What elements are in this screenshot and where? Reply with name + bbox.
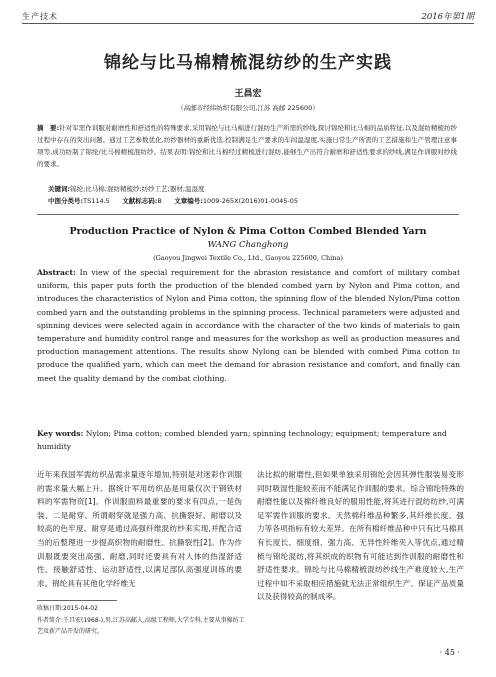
keywords-cn-text: 锦纶;比马棉;混纺精梳纱;纺纱工艺;器材;温湿度: [70, 185, 205, 193]
article-id-value: 1009-265X(2016)01-0045-05: [202, 197, 298, 205]
author-cn: 王昌宏: [234, 89, 262, 99]
article-title-cn: 锦纶与比马棉精梳混纺纱的生产实践: [104, 53, 392, 73]
article-id-label: 文章编号:: [174, 197, 203, 205]
abstract-cn-label: 摘 要:: [37, 124, 60, 132]
keywords-cn: [48, 183, 458, 195]
section-divider: [37, 214, 459, 215]
affiliation-cn: （高邮市经纬纺织有限公司,江苏 高邮 225600）: [177, 104, 319, 112]
footnote-received: 收稿日期:2015-04-02: [37, 605, 98, 612]
body-column-left: 近年来我国军需纺织品需求量逐年增加,特别是对迷彩作训服的需求量大幅上升。据统计军用纺织品是用量仅次于钢铁材料的军需物资[1]。作训服面料最重要的要求有四点,一是伪装、二是耐穿、所谓耐穿就是强力高、抗撕裂好、耐磨以及较高的色牢度。耐穿是通过高强纤维混纺纱来实现,并配合适当的后整理进一步提高织物的耐磨性、抗撕裂性[2]。作为作训服既要突出高强、耐磨,同时还要具有对人体的热湿舒适性、接触舒适性、运动舒适性,以满足部队高强度训练的要求。锦纶具有其他化学纤维无: [37, 470, 242, 588]
doc-code-label: 文献标志码:: [122, 197, 158, 205]
abstract-en-label: Abstract:: [37, 268, 76, 277]
affiliation-en: (Gaoyou Jingwei Textile Co., Ltd., Gaoyou 225600, China): [153, 254, 343, 262]
header-rule: [22, 23, 474, 24]
keywords-en-label: Key words:: [37, 429, 84, 438]
keywords-cn-label: 关键词:: [48, 185, 71, 193]
author-en: WANG Changhong: [207, 240, 289, 250]
keywords-en-text: Nylon; Pima cotton; combed blended yarn; spinning technology; equipment; temperature and humidity: [37, 429, 447, 452]
article-title-en: Production Practice of Nylon & Pima Cotton Combed Blended Yarn: [69, 226, 427, 237]
clc-value: TS114.5: [83, 197, 110, 205]
body-column-right: 法比拟的耐磨性,但如果单独采用锦纶会因其弹性服装易变形同时吸湿性能较差而不能满足作训服的要求。综合锦纶特殊的耐磨性能以及棉纤维良好的服用性能,将其进行混纺纺纱,可满足军需作训服的要求。天然棉纤维品种繁多,其纤维长度、强力等各项指标有较大差异。在所有棉纤维品种中只有比马棉具有长度长、细度细、强力高、无异性纤维夹入等优点,通过精梳与锦纶混纺,将其织成的织物有可能达到作训服的耐磨性和舒适性要求。锦纶与比马棉精梳混纺纱线生产难度较大,生产过程中如不采取相应措施就无法正常组织生产、保证产品质量以及获得较高的制成率。: [257, 470, 464, 602]
clc-label: 中图分类号:: [48, 197, 84, 205]
abstract-en-text: In view of the special requirement for the abrasion resistance and comfort of military combat uniform, this paper puts forth the production of the blended combed yarn by Nylon and Pima cotton, and introduces the characteristics of Nylon and Pima cotton, the spinning flow of the blended Nylon/Pima cotton combed yarn and the outstanding problems in the spinning process. Technical parameters were adjusted and spinning devices were selected again in accordance with the character of the two kinds of materials to gain temperature and humidity control range and measures for the workshop as well as production measures and production management attentions. The results show Nylong can be blended with combed Pima cotton to produce the qualified yarn, which can meet the demand for abrasion resistance and comfort, and finally can meet the quality demand by the combat clothing.: [37, 268, 461, 383]
classification-row: [48, 196, 298, 205]
keywords-en: [37, 427, 460, 453]
page-number: · 45 ·: [439, 648, 460, 657]
footnote-rule: [37, 600, 117, 601]
running-header-journal: 2016年第1期: [421, 12, 474, 22]
running-header-section: 生产技术: [22, 12, 58, 21]
abstract-en: [37, 266, 460, 385]
abstract-cn-text: 针对军需作训服对耐磨性和舒适性的特殊要求,采用锦纶与比马棉进行混纺生产所需的纱线,探讨锦纶和比马棉的品质特征,以及混纺精梳纺纱过程中存在的突出问题。通过工艺参数优化,纺纱器材的重新优选,控制满足生产要求的车间温湿度,实施日常生产所需的工艺措施和生产管理注意事项等,成功纺制了锦纶/比马棉精梳混纺纱。结果表明:锦纶和比马棉经过精梳进行混纺,能够生产出符合耐磨和舒适性要求的纱线,满足作训服对纱线的要求。: [37, 124, 457, 168]
abstract-cn: [37, 122, 457, 170]
footnote-author-bio: 作者简介:王昌宏(1968-),男,江苏高邮人,高级工程师,大学专科,主要从事棉纺工艺及新产品开发的研究。: [37, 617, 245, 635]
doc-code-value: B: [157, 197, 162, 205]
